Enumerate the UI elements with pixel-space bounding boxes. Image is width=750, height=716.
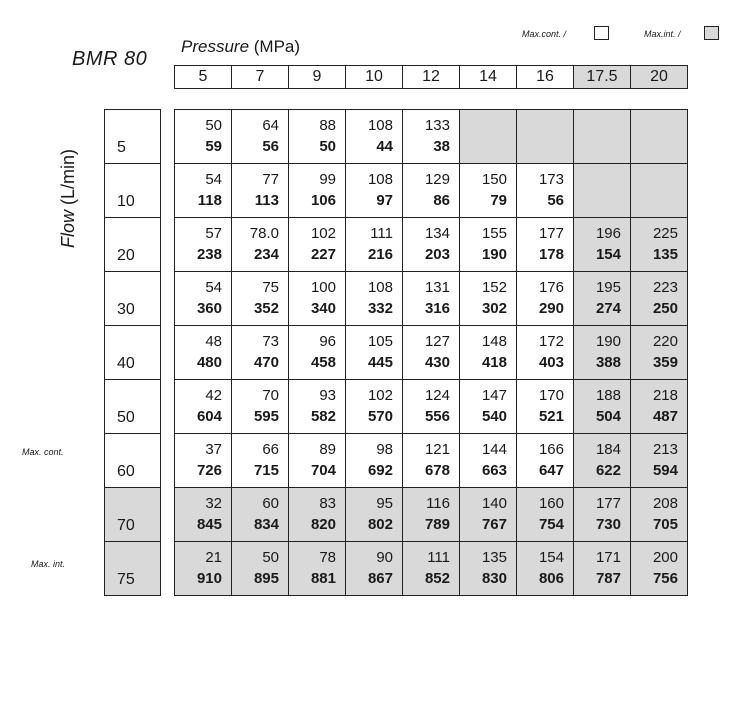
performance-grid [174, 109, 688, 596]
speed-value: 184 [595, 441, 621, 458]
speed-value: 208 [652, 495, 678, 512]
data-cell [346, 110, 403, 164]
torque-value: 388 [595, 354, 621, 371]
data-cell [232, 218, 289, 272]
data-cell [574, 110, 631, 164]
torque-value: 302 [481, 300, 507, 317]
data-cell [346, 380, 403, 434]
speed-value: 135 [481, 549, 507, 566]
pressure-header-cell: 5 [175, 66, 232, 89]
torque-value: 38 [433, 138, 450, 155]
flow-row [105, 380, 161, 434]
flow-row [105, 164, 161, 218]
speed-value: 60 [262, 495, 279, 512]
pressure-header-cell: 9 [289, 66, 346, 89]
torque-value: 352 [253, 300, 279, 317]
speed-value: 171 [595, 549, 621, 566]
data-cell [574, 326, 631, 380]
data-cell [403, 218, 460, 272]
table-row [175, 272, 688, 326]
torque-value: 56 [547, 192, 564, 209]
data-cell [289, 272, 346, 326]
data-cell [574, 218, 631, 272]
data-cell [232, 272, 289, 326]
data-cell [403, 272, 460, 326]
flow-cell: 10 [105, 164, 161, 218]
torque-value: 316 [424, 300, 450, 317]
data-cell [289, 380, 346, 434]
torque-value: 238 [196, 246, 222, 263]
speed-value: 147 [481, 387, 507, 404]
flow-cell: 20 [105, 218, 161, 272]
flow-cell: 75 [105, 542, 161, 596]
data-cell [517, 488, 574, 542]
data-cell [631, 542, 688, 596]
speed-value: 93 [319, 387, 336, 404]
data-cell [346, 326, 403, 380]
data-cell [346, 542, 403, 596]
speed-value: 50 [262, 549, 279, 566]
speed-value: 105 [367, 333, 393, 350]
speed-value: 200 [652, 549, 678, 566]
data-cell [175, 218, 232, 272]
speed-value: 177 [595, 495, 621, 512]
speed-value: 83 [319, 495, 336, 512]
torque-value: 56 [262, 138, 279, 155]
data-cell [403, 326, 460, 380]
pressure-header-row [175, 66, 688, 89]
flow-cell: 5 [105, 110, 161, 164]
torque-value: 604 [196, 408, 222, 425]
speed-value: 54 [205, 171, 222, 188]
flow-row [105, 326, 161, 380]
torque-value: 692 [367, 462, 393, 479]
pressure-header-table [174, 65, 688, 89]
speed-value: 90 [376, 549, 393, 566]
torque-value: 97 [376, 192, 393, 209]
flow-row [105, 542, 161, 596]
torque-value: 834 [253, 516, 279, 533]
data-cell [289, 110, 346, 164]
data-cell [175, 110, 232, 164]
pressure-title [181, 37, 300, 57]
torque-value: 332 [367, 300, 393, 317]
data-cell [517, 272, 574, 326]
data-cell [460, 542, 517, 596]
torque-value: 582 [310, 408, 336, 425]
data-cell [460, 326, 517, 380]
speed-value: 111 [370, 225, 393, 242]
torque-value: 852 [424, 570, 450, 587]
speed-value: 188 [595, 387, 621, 404]
legend-max-cont-swatch [594, 26, 609, 40]
torque-value: 458 [310, 354, 336, 371]
torque-value: 227 [310, 246, 336, 263]
data-cell [631, 380, 688, 434]
torque-value: 470 [253, 354, 279, 371]
torque-value: 190 [481, 246, 507, 263]
speed-value: 99 [319, 171, 336, 188]
speed-value: 73 [262, 333, 279, 350]
torque-value: 521 [538, 408, 564, 425]
speed-value: 42 [205, 387, 222, 404]
torque-value: 135 [652, 246, 678, 263]
speed-value: 150 [481, 171, 507, 188]
torque-value: 154 [595, 246, 621, 263]
speed-value: 127 [424, 333, 450, 350]
data-cell [175, 164, 232, 218]
torque-value: 556 [424, 408, 450, 425]
speed-value: 78 [319, 549, 336, 566]
torque-value: 216 [367, 246, 393, 263]
flow-title-unit: (L/min) [58, 148, 78, 210]
torque-value: 59 [205, 138, 222, 155]
speed-value: 220 [652, 333, 678, 350]
torque-value: 86 [433, 192, 450, 209]
torque-value: 79 [490, 192, 507, 209]
torque-value: 113 [254, 192, 279, 209]
pressure-header-cell: 17.5 [574, 66, 631, 89]
flow-row [105, 434, 161, 488]
speed-value: 170 [538, 387, 564, 404]
data-cell [460, 488, 517, 542]
flow-row [105, 488, 161, 542]
data-cell [631, 488, 688, 542]
speed-value: 75 [262, 279, 279, 296]
data-cell [175, 434, 232, 488]
data-cell [346, 164, 403, 218]
data-cell [289, 326, 346, 380]
torque-value: 715 [253, 462, 279, 479]
data-cell [574, 434, 631, 488]
table-row [175, 542, 688, 596]
speed-value: 98 [376, 441, 393, 458]
data-cell [574, 380, 631, 434]
speed-value: 57 [205, 225, 222, 242]
speed-value: 111 [427, 549, 450, 566]
torque-value: 570 [367, 408, 393, 425]
torque-value: 118 [197, 192, 222, 209]
data-cell [289, 542, 346, 596]
speed-value: 172 [538, 333, 564, 350]
torque-value: 445 [367, 354, 393, 371]
speed-value: 134 [424, 225, 450, 242]
speed-value: 95 [376, 495, 393, 512]
torque-value: 789 [424, 516, 450, 533]
data-cell [346, 434, 403, 488]
torque-value: 895 [253, 570, 279, 587]
speed-value: 121 [424, 441, 450, 458]
data-cell [289, 218, 346, 272]
data-cell [232, 542, 289, 596]
pressure-header-cell: 7 [232, 66, 289, 89]
table-row [175, 164, 688, 218]
speed-value: 64 [262, 117, 279, 134]
flow-title [58, 128, 78, 248]
legend-max-int-swatch [704, 26, 719, 40]
data-cell [631, 218, 688, 272]
pressure-title-unit: (MPa) [249, 37, 301, 56]
torque-value: 806 [538, 570, 564, 587]
speed-value: 32 [205, 495, 222, 512]
data-cell [460, 218, 517, 272]
data-cell [631, 434, 688, 488]
data-cell [460, 434, 517, 488]
data-cell [574, 272, 631, 326]
data-cell [289, 488, 346, 542]
pressure-title-word: Pressure [181, 37, 250, 56]
data-cell [517, 326, 574, 380]
data-cell [232, 434, 289, 488]
torque-value: 705 [652, 516, 678, 533]
speed-value: 225 [652, 225, 678, 242]
data-cell [175, 272, 232, 326]
data-cell [574, 164, 631, 218]
torque-value: 678 [424, 462, 450, 479]
data-cell [631, 326, 688, 380]
data-cell [517, 164, 574, 218]
data-cell [403, 380, 460, 434]
speed-value: 154 [538, 549, 564, 566]
torque-value: 540 [481, 408, 507, 425]
torque-value: 44 [376, 138, 393, 155]
legend-max-int-label: Max.int. / [644, 29, 681, 39]
table-row [175, 326, 688, 380]
flow-cell: 30 [105, 272, 161, 326]
speed-value: 152 [481, 279, 507, 296]
pressure-header-cell: 12 [403, 66, 460, 89]
pressure-header-cell: 14 [460, 66, 517, 89]
speed-value: 89 [319, 441, 336, 458]
torque-value: 504 [595, 408, 621, 425]
data-cell [346, 272, 403, 326]
torque-value: 595 [253, 408, 279, 425]
data-cell [574, 542, 631, 596]
flow-title-word: Flow [58, 209, 78, 248]
torque-value: 787 [595, 570, 621, 587]
data-cell [517, 218, 574, 272]
torque-value: 756 [652, 570, 678, 587]
data-cell [403, 164, 460, 218]
torque-value: 820 [310, 516, 336, 533]
speed-value: 50 [205, 117, 222, 134]
torque-value: 106 [310, 192, 336, 209]
speed-value: 213 [652, 441, 678, 458]
data-cell [517, 542, 574, 596]
torque-value: 704 [310, 462, 336, 479]
speed-value: 218 [652, 387, 678, 404]
data-cell [460, 380, 517, 434]
data-cell [517, 434, 574, 488]
speed-value: 223 [652, 279, 678, 296]
speed-value: 21 [205, 549, 222, 566]
torque-value: 730 [595, 516, 621, 533]
torque-value: 50 [319, 138, 336, 155]
speed-value: 102 [310, 225, 336, 242]
data-cell [232, 110, 289, 164]
speed-value: 133 [424, 117, 450, 134]
speed-value: 48 [205, 333, 222, 350]
pressure-header-cell: 10 [346, 66, 403, 89]
speed-value: 176 [538, 279, 564, 296]
torque-value: 359 [652, 354, 678, 371]
torque-value: 881 [310, 570, 336, 587]
table-row [175, 380, 688, 434]
flow-column-table [104, 109, 161, 596]
torque-value: 418 [481, 354, 507, 371]
data-cell [346, 218, 403, 272]
speed-value: 160 [538, 495, 564, 512]
flow-row [105, 272, 161, 326]
torque-value: 910 [196, 570, 222, 587]
torque-value: 274 [595, 300, 621, 317]
speed-value: 78.0 [249, 225, 279, 242]
data-cell [346, 488, 403, 542]
speed-value: 144 [481, 441, 507, 458]
speed-value: 166 [538, 441, 564, 458]
speed-value: 190 [595, 333, 621, 350]
side-label-max-int: Max. int. [31, 559, 66, 569]
torque-value: 767 [481, 516, 507, 533]
speed-value: 116 [426, 495, 450, 512]
torque-value: 234 [253, 246, 279, 263]
side-label-max-cont: Max. cont. [22, 447, 64, 457]
data-cell [460, 110, 517, 164]
torque-value: 830 [481, 570, 507, 587]
speed-value: 100 [310, 279, 336, 296]
speed-value: 108 [367, 279, 393, 296]
speed-value: 88 [319, 117, 336, 134]
torque-value: 726 [196, 462, 222, 479]
flow-cell: 70 [105, 488, 161, 542]
table-row [175, 434, 688, 488]
torque-value: 622 [595, 462, 621, 479]
data-cell [232, 164, 289, 218]
torque-value: 867 [367, 570, 393, 587]
data-cell [403, 542, 460, 596]
data-cell [175, 488, 232, 542]
torque-value: 487 [652, 408, 678, 425]
data-cell [631, 272, 688, 326]
data-cell [232, 488, 289, 542]
speed-value: 108 [367, 117, 393, 134]
table-row [175, 218, 688, 272]
speed-value: 96 [319, 333, 336, 350]
data-cell [232, 326, 289, 380]
speed-value: 196 [595, 225, 621, 242]
speed-value: 108 [367, 171, 393, 188]
speed-value: 124 [424, 387, 450, 404]
data-cell [403, 110, 460, 164]
torque-value: 802 [367, 516, 393, 533]
torque-value: 430 [424, 354, 450, 371]
speed-value: 66 [262, 441, 279, 458]
pressure-header-cell: 20 [631, 66, 688, 89]
data-cell [517, 110, 574, 164]
flow-cell: 60 [105, 434, 161, 488]
data-cell [175, 542, 232, 596]
torque-value: 754 [538, 516, 564, 533]
data-cell [175, 380, 232, 434]
data-cell [289, 164, 346, 218]
table-row [175, 110, 688, 164]
model-name: BMR 80 [72, 48, 148, 70]
flow-column-body [105, 110, 161, 596]
flow-cell: 40 [105, 326, 161, 380]
speed-value: 177 [538, 225, 564, 242]
data-cell [175, 326, 232, 380]
table-row [175, 488, 688, 542]
torque-value: 340 [310, 300, 336, 317]
performance-grid-body [175, 110, 688, 596]
flow-row [105, 110, 161, 164]
data-cell [574, 488, 631, 542]
speed-value: 77 [262, 171, 279, 188]
speed-value: 140 [481, 495, 507, 512]
torque-value: 250 [652, 300, 678, 317]
torque-value: 480 [196, 354, 222, 371]
torque-value: 178 [538, 246, 564, 263]
torque-value: 360 [196, 300, 222, 317]
data-cell [460, 164, 517, 218]
data-cell [403, 488, 460, 542]
flow-cell: 50 [105, 380, 161, 434]
torque-value: 663 [481, 462, 507, 479]
data-cell [631, 164, 688, 218]
legend-max-cont-label: Max.cont. / [522, 29, 567, 39]
speed-value: 173 [538, 171, 564, 188]
data-cell [403, 434, 460, 488]
torque-value: 594 [652, 462, 678, 479]
torque-value: 203 [424, 246, 450, 263]
speed-value: 102 [367, 387, 393, 404]
speed-value: 131 [424, 279, 450, 296]
data-cell [517, 380, 574, 434]
data-cell [631, 110, 688, 164]
pressure-header-cell: 16 [517, 66, 574, 89]
speed-value: 37 [205, 441, 222, 458]
data-cell [232, 380, 289, 434]
speed-value: 195 [595, 279, 621, 296]
flow-row [105, 218, 161, 272]
speed-value: 148 [481, 333, 507, 350]
torque-value: 845 [196, 516, 222, 533]
speed-value: 70 [262, 387, 279, 404]
torque-value: 290 [538, 300, 564, 317]
data-cell [289, 434, 346, 488]
torque-value: 403 [538, 354, 564, 371]
speed-value: 129 [424, 171, 450, 188]
speed-value: 54 [205, 279, 222, 296]
torque-value: 647 [538, 462, 564, 479]
data-cell [460, 272, 517, 326]
speed-value: 155 [481, 225, 507, 242]
